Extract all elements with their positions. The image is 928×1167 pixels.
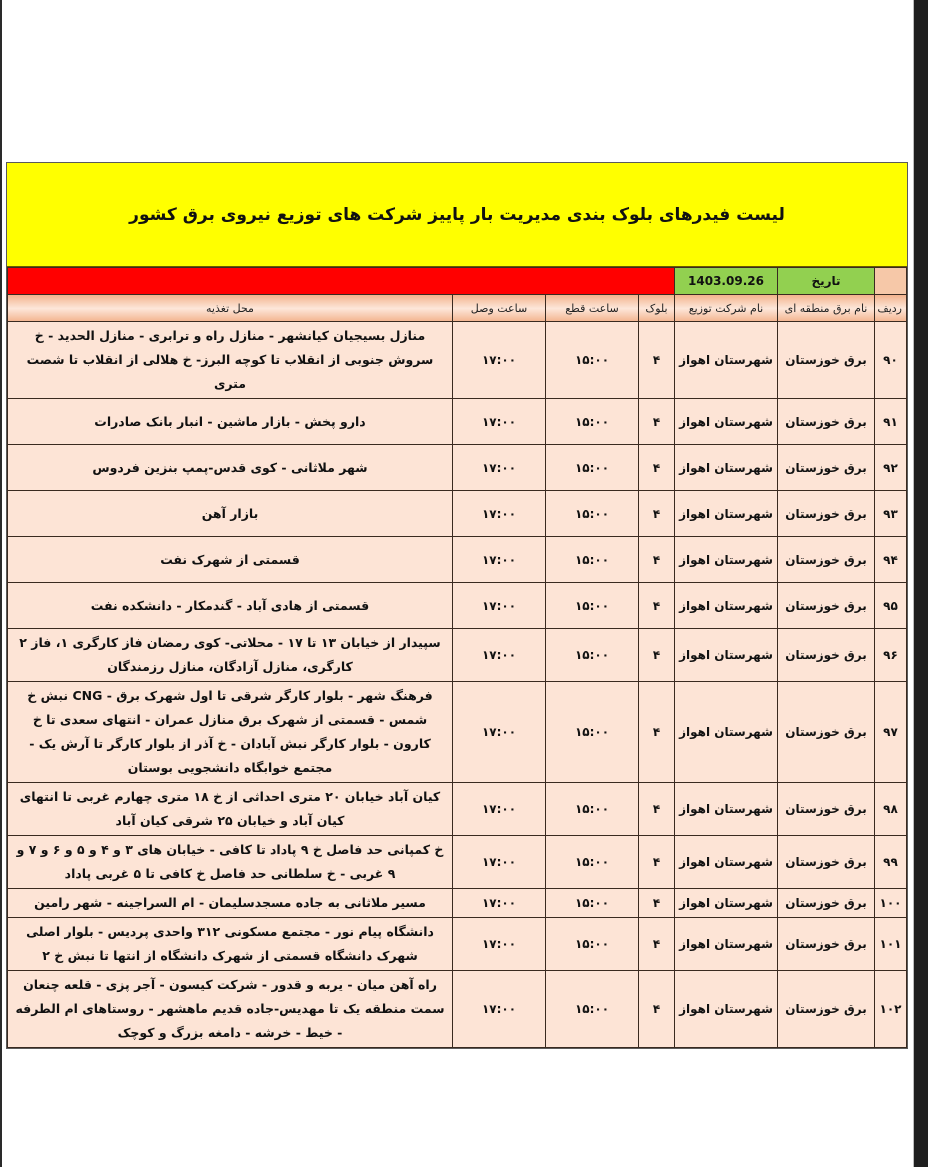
- location-cell: مسیر ملاثانی به جاده مسجدسلیمان - ام السراجینه - شهر رامین: [8, 889, 453, 918]
- cut-time-cell: ۱۵:۰۰: [546, 583, 639, 629]
- table-row: [8, 836, 907, 889]
- block-cell: ۴: [639, 583, 675, 629]
- table-row: [8, 322, 907, 399]
- table-row: [8, 537, 907, 583]
- company-cell: شهرستان اهواز: [675, 629, 778, 682]
- row-number-cell: ۱۰۰: [875, 889, 907, 918]
- regional-cell: برق خوزستان: [778, 583, 875, 629]
- connect-time-cell: ۱۷:۰۰: [453, 783, 546, 836]
- header-cut-time: ساعت قطع: [546, 295, 639, 322]
- table-row: [8, 889, 907, 918]
- block-cell: ۴: [639, 629, 675, 682]
- table-row: [8, 629, 907, 682]
- header-regional: نام برق منطقه ای: [778, 295, 875, 322]
- block-cell: ۴: [639, 836, 675, 889]
- date-label: تاریخ: [778, 268, 875, 295]
- connect-time-cell: ۱۷:۰۰: [453, 537, 546, 583]
- location-cell: راه آهن میان - یربه و قدور - شرکت کیسون - آجر پزی - قلعه چنعان سمت منطقه یک تا مهدیس-جاده قدیم ماهشهر - روستاهای ام الطرفه - خیط - خرشه - دامغه بزرگ و کوچک: [8, 971, 453, 1048]
- row-number-cell: ۹۳: [875, 491, 907, 537]
- regional-cell: برق خوزستان: [778, 971, 875, 1048]
- connect-time-cell: ۱۷:۰۰: [453, 836, 546, 889]
- regional-cell: برق خوزستان: [778, 322, 875, 399]
- company-cell: شهرستان اهواز: [675, 399, 778, 445]
- block-cell: ۴: [639, 918, 675, 971]
- location-cell: خ کمپانی حد فاصل خ ۹ پاداد تا کافی - خیابان های ۳ و ۴ و ۵ و ۶ و ۷ و ۹ غربی - خ سلطانی حد فاصل خ کافی تا ۵ غربی پاداد: [8, 836, 453, 889]
- corner-cell: [875, 268, 907, 295]
- header-block: بلوک: [639, 295, 675, 322]
- regional-cell: برق خوزستان: [778, 537, 875, 583]
- table-row: [8, 918, 907, 971]
- document-title: لیست فیدرهای بلوک بندی مدیریت بار پاییز شرکت های توزیع نیروی برق کشور: [129, 204, 785, 225]
- table-row: [8, 783, 907, 836]
- row-number-cell: ۹۵: [875, 583, 907, 629]
- cut-time-cell: ۱۵:۰۰: [546, 836, 639, 889]
- cut-time-cell: ۱۵:۰۰: [546, 971, 639, 1048]
- connect-time-cell: ۱۷:۰۰: [453, 889, 546, 918]
- right-frame-edge: [914, 0, 928, 1167]
- header-connect-time: ساعت وصل: [453, 295, 546, 322]
- row-number-cell: ۹۴: [875, 537, 907, 583]
- location-cell: فرهنگ شهر - بلوار کارگر شرقی تا اول شهرک برق - CNG نبش خ شمس - قسمتی از شهرک برق منازل عمران - انتهای سعدی تا خ کارون - بلوار کارگر نبش آبادان - خ آذر از بلوار کارگر تا آرش یک - مجتمع خوابگاه دانشجویی بوستان: [8, 682, 453, 783]
- block-cell: ۴: [639, 491, 675, 537]
- cut-time-cell: ۱۵:۰۰: [546, 399, 639, 445]
- row-number-cell: ۹۱: [875, 399, 907, 445]
- regional-cell: برق خوزستان: [778, 399, 875, 445]
- row-number-cell: ۹۲: [875, 445, 907, 491]
- regional-cell: برق خوزستان: [778, 682, 875, 783]
- company-cell: شهرستان اهواز: [675, 889, 778, 918]
- regional-cell: برق خوزستان: [778, 445, 875, 491]
- cut-time-cell: ۱۵:۰۰: [546, 629, 639, 682]
- block-cell: ۴: [639, 399, 675, 445]
- row-number-cell: ۹۶: [875, 629, 907, 682]
- connect-time-cell: ۱۷:۰۰: [453, 445, 546, 491]
- connect-time-cell: ۱۷:۰۰: [453, 322, 546, 399]
- company-cell: شهرستان اهواز: [675, 783, 778, 836]
- title-banner: [7, 163, 907, 267]
- cut-time-cell: ۱۵:۰۰: [546, 682, 639, 783]
- regional-cell: برق خوزستان: [778, 889, 875, 918]
- connect-time-cell: ۱۷:۰۰: [453, 399, 546, 445]
- row-number-cell: ۹۸: [875, 783, 907, 836]
- cut-time-cell: ۱۵:۰۰: [546, 918, 639, 971]
- block-cell: ۴: [639, 537, 675, 583]
- table-row: [8, 682, 907, 783]
- cut-time-cell: ۱۵:۰۰: [546, 491, 639, 537]
- cut-time-cell: ۱۵:۰۰: [546, 445, 639, 491]
- table-row: [8, 399, 907, 445]
- location-cell: سپیدار از خیابان ۱۳ تا ۱۷ - محلاتی- کوی رمضان فاز کارگری ۱، فاز ۲ کارگری، منازل آزادگان، منازل رزمندگان: [8, 629, 453, 682]
- date-value: 1403.09.26: [675, 268, 778, 295]
- block-cell: ۴: [639, 783, 675, 836]
- feeder-schedule-sheet: [6, 162, 908, 1049]
- feeder-table: [7, 267, 907, 1048]
- header-row: [8, 295, 907, 322]
- table-row: [8, 971, 907, 1048]
- company-cell: شهرستان اهواز: [675, 682, 778, 783]
- connect-time-cell: ۱۷:۰۰: [453, 918, 546, 971]
- regional-cell: برق خوزستان: [778, 491, 875, 537]
- location-cell: کیان آباد خیابان ۲۰ متری احداثی از خ ۱۸ متری چهارم غربی تا انتهای کیان آباد و خیابان ۲۵ شرقی کیان آباد: [8, 783, 453, 836]
- location-cell: منازل بسیجیان کیانشهر - منازل راه و ترابری - منازل الحدید - خ سروش جنوبی از انقلاب تا کوچه البرز- خ هلالی از انقلاب تا شصت متری: [8, 322, 453, 399]
- regional-cell: برق خوزستان: [778, 918, 875, 971]
- table-row: [8, 583, 907, 629]
- connect-time-cell: ۱۷:۰۰: [453, 682, 546, 783]
- location-cell: بازار آهن: [8, 491, 453, 537]
- row-number-cell: ۹۷: [875, 682, 907, 783]
- row-number-cell: ۹۹: [875, 836, 907, 889]
- left-frame-edge: [0, 0, 2, 1167]
- regional-cell: برق خوزستان: [778, 783, 875, 836]
- connect-time-cell: ۱۷:۰۰: [453, 971, 546, 1048]
- connect-time-cell: ۱۷:۰۰: [453, 629, 546, 682]
- cut-time-cell: ۱۵:۰۰: [546, 322, 639, 399]
- company-cell: شهرستان اهواز: [675, 537, 778, 583]
- regional-cell: برق خوزستان: [778, 629, 875, 682]
- block-cell: ۴: [639, 322, 675, 399]
- location-cell: قسمتی از شهرک نفت: [8, 537, 453, 583]
- cut-time-cell: ۱۵:۰۰: [546, 537, 639, 583]
- block-cell: ۴: [639, 971, 675, 1048]
- company-cell: شهرستان اهواز: [675, 836, 778, 889]
- header-location: محل تغذیه: [8, 295, 453, 322]
- company-cell: شهرستان اهواز: [675, 491, 778, 537]
- block-cell: ۴: [639, 889, 675, 918]
- cut-time-cell: ۱۵:۰۰: [546, 889, 639, 918]
- connect-time-cell: ۱۷:۰۰: [453, 491, 546, 537]
- red-banner: [8, 268, 675, 295]
- location-cell: دارو پخش - بازار ماشین - انبار بانک صادرات: [8, 399, 453, 445]
- block-cell: ۴: [639, 445, 675, 491]
- row-number-cell: ۹۰: [875, 322, 907, 399]
- date-row: [8, 268, 907, 295]
- company-cell: شهرستان اهواز: [675, 918, 778, 971]
- location-cell: قسمتی از هادی آباد - گندمکار - دانشکده نفت: [8, 583, 453, 629]
- row-number-cell: ۱۰۲: [875, 971, 907, 1048]
- company-cell: شهرستان اهواز: [675, 445, 778, 491]
- header-company: نام شرکت توزیع: [675, 295, 778, 322]
- location-cell: دانشگاه پیام نور - مجتمع مسکونی ۳۱۲ واحدی پردیس - بلوار اصلی شهرک دانشگاه قسمتی از شهرک دانشگاه از انتها تا نبش خ ۲: [8, 918, 453, 971]
- regional-cell: برق خوزستان: [778, 836, 875, 889]
- connect-time-cell: ۱۷:۰۰: [453, 583, 546, 629]
- company-cell: شهرستان اهواز: [675, 971, 778, 1048]
- location-cell: شهر ملاثانی - کوی قدس-پمپ بنزین فردوس: [8, 445, 453, 491]
- row-number-cell: ۱۰۱: [875, 918, 907, 971]
- header-row-number: ردیف: [875, 295, 907, 322]
- table-row: [8, 445, 907, 491]
- company-cell: شهرستان اهواز: [675, 583, 778, 629]
- cut-time-cell: ۱۵:۰۰: [546, 783, 639, 836]
- company-cell: شهرستان اهواز: [675, 322, 778, 399]
- block-cell: ۴: [639, 682, 675, 783]
- table-row: [8, 491, 907, 537]
